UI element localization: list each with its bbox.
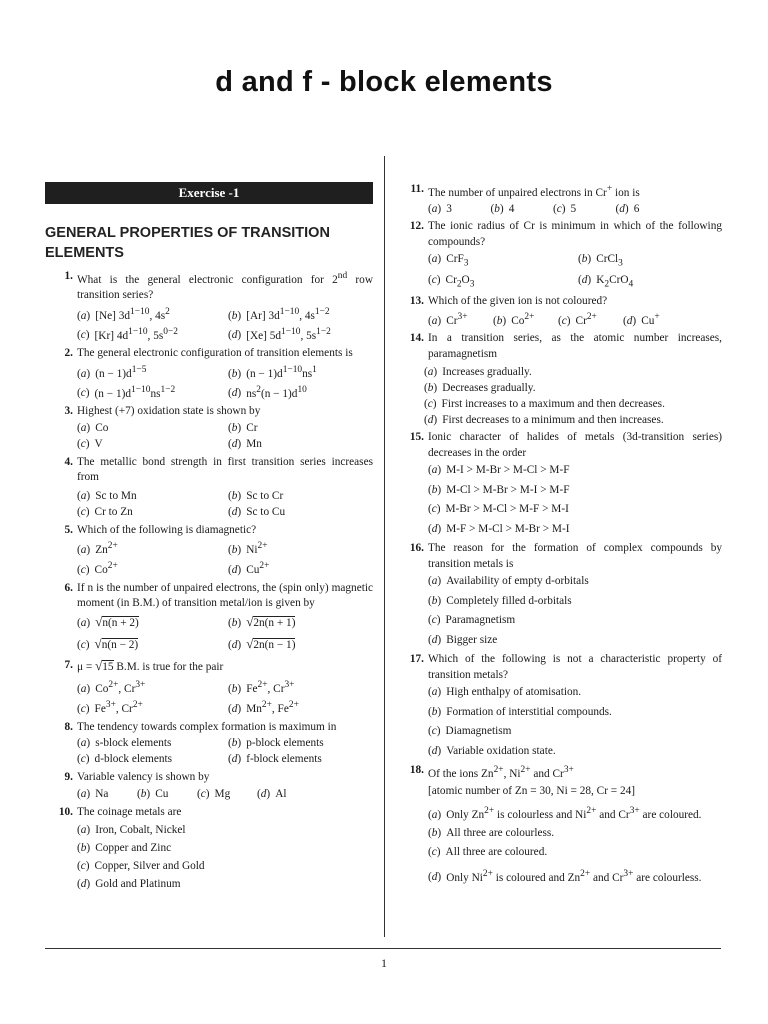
option-b: ( b ) CrCl$_3$ xyxy=(578,251,722,271)
option-a: ( a ) Co xyxy=(77,420,222,436)
option-a: ( a ) √n(n + 2) xyxy=(77,614,222,631)
option-b: ( b ) 4 xyxy=(491,201,554,217)
question-number: 10. xyxy=(58,805,73,818)
page-title: d and f - block elements xyxy=(215,66,553,98)
question-text: If n is the number of unpaired electrons, the (spin only) magnetic moment (in B.M.) of transition metal/ion is given by xyxy=(77,581,373,610)
question-text: Which of the given ion is not coloured? xyxy=(428,294,608,307)
question-16 xyxy=(400,541,722,650)
exercise-banner: Exercise -1 xyxy=(45,182,373,204)
option-b: ( b ) Decreases gradually. xyxy=(424,380,722,396)
question-1 xyxy=(45,269,373,343)
question-4 xyxy=(45,455,373,520)
question-text: Which of the following is diamagnetic? xyxy=(77,523,257,536)
option-a: ( a ) $Zn^{2+}$ xyxy=(77,538,222,558)
option-d: ( d ) Variable oxidation state. xyxy=(428,742,722,762)
option-a: ( a ) $(n - 1)d^{1-5}$ xyxy=(77,362,222,382)
option-d: ( d ) First decreases to a minimum and then increases. xyxy=(424,412,722,428)
question-text: μ = √15 B.M. is true for the pair xyxy=(77,657,224,673)
option-b: ( b ) All three are colourless. xyxy=(428,824,722,844)
option-d: ( d ) $Cu^{2+}$ xyxy=(228,558,373,578)
option-c: ( c ) d-block elements xyxy=(77,751,222,767)
option-d: ( d ) [Xe] $5d^{1-10}$, $5s^{1-2}$ xyxy=(228,324,373,344)
option-d: ( d ) Sc to Cu xyxy=(228,504,373,520)
option-c: ( c ) 5 xyxy=(553,201,616,217)
question-2 xyxy=(45,346,373,401)
question-text: In a transition series, as the atomic number increases, paramagnetism xyxy=(428,332,722,360)
question-13 xyxy=(400,294,722,329)
question-text: Ionic character of halides of metals (3d-transition series) decreases in the order xyxy=(428,431,722,459)
section-heading: GENERAL PROPERTIES OF TRANSITION ELEMENTS xyxy=(45,225,330,261)
option-d: ( d ) Mn xyxy=(228,436,373,452)
option-a: ( a ) Availability of empty d-orbitals xyxy=(428,572,722,592)
option-a: ( a ) Increases gradually. xyxy=(424,364,722,380)
question-text: The reason for the formation of complex compounds by transition metals is xyxy=(428,542,722,570)
question-5 xyxy=(45,523,373,578)
question-17 xyxy=(400,652,722,761)
question-note: [atomic number of Zn = 30, Ni = 28, Cr = 24] xyxy=(428,785,636,798)
question-number: 15. xyxy=(409,431,424,444)
option-a: ( a ) M-I > M-Br > M-Cl > M-F xyxy=(428,461,722,481)
question-number: 5. xyxy=(64,523,73,536)
option-b: ( b ) Completely filled d-orbitals xyxy=(428,592,722,612)
question-text: Which of the following is not a characteristic property of transition metals? xyxy=(428,653,722,681)
option-d: ( d ) $K_2CrO_4$ xyxy=(578,272,722,292)
option-c: ( c ) √n(n − 2) xyxy=(77,636,222,653)
question-number: 11. xyxy=(410,183,424,195)
column-divider xyxy=(384,156,385,937)
option-c: ( c ) All three are coloured. xyxy=(428,843,722,863)
question-number: 2. xyxy=(64,347,73,360)
question-9 xyxy=(45,770,373,802)
question-number: 14. xyxy=(409,332,424,345)
option-a: ( a ) Sc to Mn xyxy=(77,488,222,504)
question-11 xyxy=(400,182,722,217)
option-b: ( b ) Copper and Zinc xyxy=(77,839,373,857)
question-number: 18. xyxy=(409,764,424,777)
option-c: ( c ) Paramagnetism xyxy=(428,611,722,631)
option-a: ( a ) $Cr^{3+}$ xyxy=(428,309,493,329)
question-number: 1. xyxy=(64,270,73,282)
question-text: The number of unpaired electrons in Cr+ ion is xyxy=(428,184,640,199)
option-b: ( b ) $Ni^{2+}$ xyxy=(228,538,373,558)
option-a: ( a ) $Co^{2+}$, $Cr^{3+}$ xyxy=(77,677,222,697)
left-column xyxy=(45,182,373,896)
option-a: ( a ) CrF$_3$ xyxy=(428,251,572,271)
option-d: ( d ) Only $Ni^{2+}$ is coloured and $Zn^{2+}$ and $Cr^{3+}$ are colourless. xyxy=(428,863,722,886)
footer-rule xyxy=(45,948,721,949)
question-number: 16. xyxy=(409,542,424,555)
option-c: ( c ) $Fe^{3+}$, $Cr^{2+}$ xyxy=(77,697,222,717)
option-c: ( c ) M-Br > M-Cl > M-F > M-I xyxy=(428,500,722,520)
question-number: 6. xyxy=(64,581,73,594)
option-b: ( b ) Sc to Cr xyxy=(228,488,373,504)
option-b: ( b ) Cr xyxy=(228,420,373,436)
option-c: ( c ) Diamagnetism xyxy=(428,722,722,742)
option-b: ( b ) [Ar] $3d^{1-10}$, $4s^{1-2}$ xyxy=(228,304,373,324)
option-d: ( d ) M-F > M-Cl > M-Br > M-I xyxy=(428,520,722,540)
option-c: ( c ) $Co^{2+}$ xyxy=(77,558,222,578)
question-number: 17. xyxy=(409,653,424,666)
question-6 xyxy=(45,581,373,653)
question-12 xyxy=(400,219,722,292)
option-b: ( b ) $Fe^{2+}$, $Cr^{3+}$ xyxy=(228,677,373,697)
option-b: ( b ) √2n(n + 1) xyxy=(228,614,373,631)
question-7 xyxy=(45,658,373,717)
option-c: ( c ) Mg xyxy=(197,786,257,802)
right-column xyxy=(400,182,722,887)
option-d: ( d ) Cu+ xyxy=(623,309,688,329)
option-d: ( d ) √2n(n − 1) xyxy=(228,636,373,653)
question-text: Highest (+7) oxidation state is shown by xyxy=(77,405,261,418)
option-b: ( b ) Formation of interstitial compounds. xyxy=(428,703,722,723)
option-a: ( a ) [Ne] $3d^{1-10}$, $4s^2$ xyxy=(77,304,222,324)
question-number: 8. xyxy=(64,720,73,733)
option-a: ( a ) s-block elements xyxy=(77,735,222,751)
option-d: ( d ) Bigger size xyxy=(428,631,722,651)
option-a: ( a ) High enthalpy of atomisation. xyxy=(428,683,722,703)
question-text: The general electronic configuration of transition elements is xyxy=(77,347,353,360)
option-d: ( d ) Al xyxy=(257,786,317,802)
question-text: The ionic radius of Cr is minimum in which of the following compounds? xyxy=(428,220,722,248)
option-d: ( d ) $Mn^{2+}$, $Fe^{2+}$ xyxy=(228,697,373,717)
option-d: ( d ) Gold and Platinum xyxy=(77,875,373,893)
option-a: ( a ) Na xyxy=(77,786,137,802)
question-text: The tendency towards complex formation is maximum in xyxy=(77,720,337,733)
question-text: Of the ions $Zn^{2+}$, $Ni^{2+}$ and $Cr^{3+}$ xyxy=(428,765,574,780)
option-c: ( c ) $Cr^{2+}$ xyxy=(558,309,623,329)
question-number: 13. xyxy=(409,294,424,307)
option-c: ( c ) First increases to a maximum and then decreases. xyxy=(424,396,722,412)
option-a: ( a ) Iron, Cobalt, Nickel xyxy=(77,821,373,839)
option-c: ( c ) Cr to Zn xyxy=(77,504,222,520)
option-d: ( d ) 6 xyxy=(616,201,679,217)
option-b: ( b ) $(n - 1)d^{1-10}ns^1$ xyxy=(228,362,373,382)
question-number: 7. xyxy=(64,658,73,671)
option-a: ( a ) 3 xyxy=(428,201,491,217)
question-14 xyxy=(400,331,722,428)
question-3 xyxy=(45,404,373,452)
option-c: ( c ) V xyxy=(77,436,222,452)
option-c: ( c ) $(n - 1)d^{1-10}ns^{1-2}$ xyxy=(77,382,222,402)
question-text: The coinage metals are xyxy=(77,805,182,818)
page-number: 1 xyxy=(381,956,387,970)
option-b: ( b ) M-Cl > M-Br > M-I > M-F xyxy=(428,481,722,501)
question-8 xyxy=(45,720,373,768)
question-text: The metallic bond strength in first transition series increases from xyxy=(77,455,373,484)
option-c: ( c ) Copper, Silver and Gold xyxy=(77,857,373,875)
question-18 xyxy=(400,763,722,885)
question-number: 3. xyxy=(64,405,73,418)
question-number: 12. xyxy=(409,220,424,233)
option-b: ( b ) $Co^{2+}$ xyxy=(493,309,558,329)
option-d: ( d ) f-block elements xyxy=(228,751,373,767)
option-a: ( a ) Only $Zn^{2+}$ is colourless and $Ni^{2+}$ and $Cr^{3+}$ are coloured. xyxy=(428,800,722,824)
question-number: 9. xyxy=(64,771,73,784)
question-10 xyxy=(45,805,373,894)
option-d: ( d ) $ns^2(n - 1)d^{10}$ xyxy=(228,382,373,402)
option-b: ( b ) Cu xyxy=(137,786,197,802)
question-number: 4. xyxy=(64,455,73,468)
option-c: ( c ) [Kr] $4d^{1-10}$, $5s^{0-2}$ xyxy=(77,324,222,344)
question-15 xyxy=(400,430,722,539)
option-b: ( b ) p-block elements xyxy=(228,735,373,751)
option-c: ( c ) $Cr_2O_3$ xyxy=(428,272,572,292)
question-text: What is the general electronic configuration for 2nd row transition series? xyxy=(77,271,373,302)
question-text: Variable valency is shown by xyxy=(77,771,210,784)
